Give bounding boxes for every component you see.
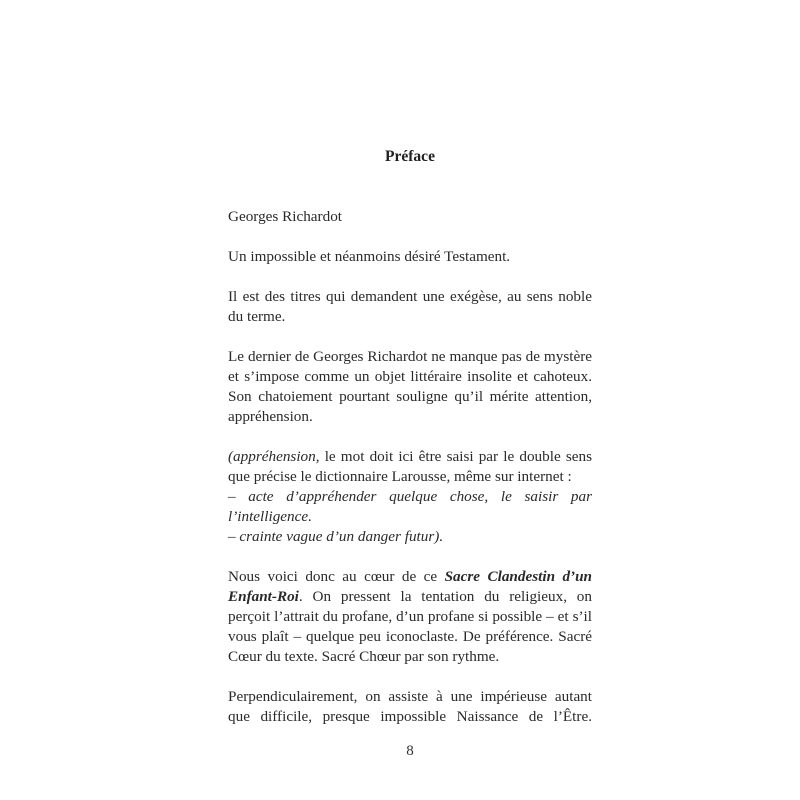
- note-italic-word: (appréhension,: [228, 448, 320, 465]
- note-definition-1: – acte d’appréhender quelque chose, le saisir par l’intelligence.: [228, 488, 592, 525]
- author-paragraph: Georges Richardot: [228, 208, 343, 225]
- titles-paragraph: Il est des titres qui demandent une exégèse, au sens noble du terme.: [228, 288, 592, 325]
- coeur-paragraph: [228, 567, 592, 667]
- dernier-paragraph: Le dernier de Georges Richardot ne manque pas de mystère et s’impose comme un objet littéraire insolite et cahoteux. Son chatoiement pourtant souligne qu’il mérite attention, appréhension.: [228, 348, 592, 425]
- note-definition-2: – crainte vague d’un danger futur).: [228, 528, 444, 545]
- note-text: le mot doit ici être saisi par le double sens que précise le dictionnaire Larousse, même sur internet :: [228, 448, 592, 485]
- page-number: 8: [406, 743, 414, 759]
- coeur-rest: . On pressent la tentation du religieux, on perçoit l’attrait du profane, d’un profane si possible – et s’il vous plaît – quelque peu iconoclaste. De préférence. Sacré Cœur du texte. Sacré Chœur par son rythme.: [228, 588, 592, 665]
- subtitle-paragraph: Un impossible et néanmoins désiré Testament.: [228, 248, 511, 265]
- page-title: Préface: [385, 148, 435, 165]
- preface-body: [228, 207, 592, 747]
- perpendiculairement-paragraph: Perpendiculairement, on assiste à une impérieuse autant que difficile, presque impossible Naissance de l’Être.: [228, 688, 592, 725]
- note-paragraph: [228, 447, 592, 547]
- coeur-intro: Nous voici donc au cœur de ce: [228, 568, 445, 585]
- book-title: Sacre Clandestin d’un Enfant-Roi: [228, 568, 593, 605]
